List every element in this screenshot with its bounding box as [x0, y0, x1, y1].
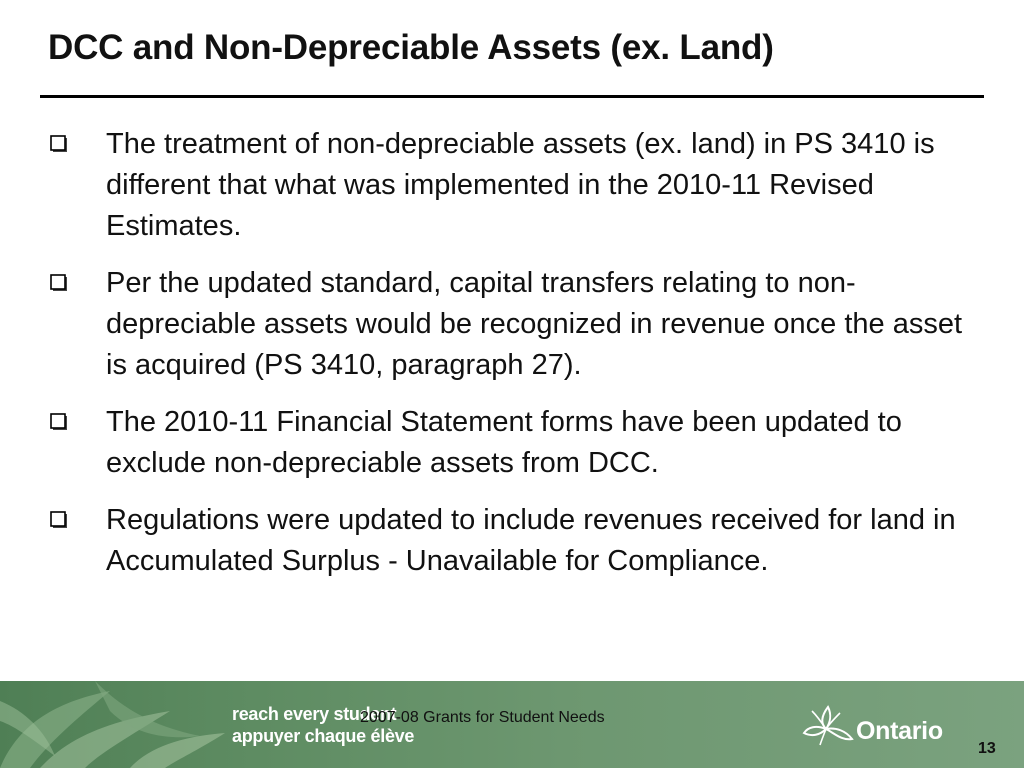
hollow-square-bullet-icon: [50, 274, 68, 292]
leaf-pattern-icon: [0, 681, 230, 768]
trillium-icon: [800, 701, 856, 751]
bullet-text: The 2010-11 Financial Statement forms have been updated to exclude non-depreciable assets from DCC.: [106, 406, 902, 479]
bullet-text: Per the updated standard, capital transfers relating to non-depreciable assets would be recognized in revenue once the asset is acquired (PS 3410, paragraph 27).: [106, 267, 963, 381]
bullet-text: The treatment of non-depreciable assets (ex. land) in PS 3410 is different that what was implemented in the 2010-11 Revised Estimates.: [106, 128, 935, 242]
bullet-item: [48, 124, 978, 247]
bullet-text: Regulations were updated to include revenues received for land in Accumulated Surplus - Unavailable for Compliance.: [106, 504, 956, 577]
ontario-logo-text: Ontario: [856, 717, 943, 745]
slide-title: DCC and Non-Depreciable Assets (ex. Land): [48, 28, 774, 67]
title-divider: [40, 95, 984, 98]
footer-banner: [0, 681, 1024, 768]
hollow-square-bullet-icon: [50, 135, 68, 153]
slogan-french: appuyer chaque élève: [232, 726, 415, 746]
footer-caption: 2007-08 Grants for Student Needs: [360, 709, 605, 726]
bullet-item: [48, 402, 978, 484]
slogan-english: reach every student: [232, 704, 397, 724]
hollow-square-bullet-icon: [50, 511, 68, 529]
bullet-item: [48, 500, 978, 582]
bullet-item: [48, 263, 978, 386]
page-number: 13: [978, 740, 996, 757]
bullet-list: [48, 124, 978, 598]
hollow-square-bullet-icon: [50, 413, 68, 431]
